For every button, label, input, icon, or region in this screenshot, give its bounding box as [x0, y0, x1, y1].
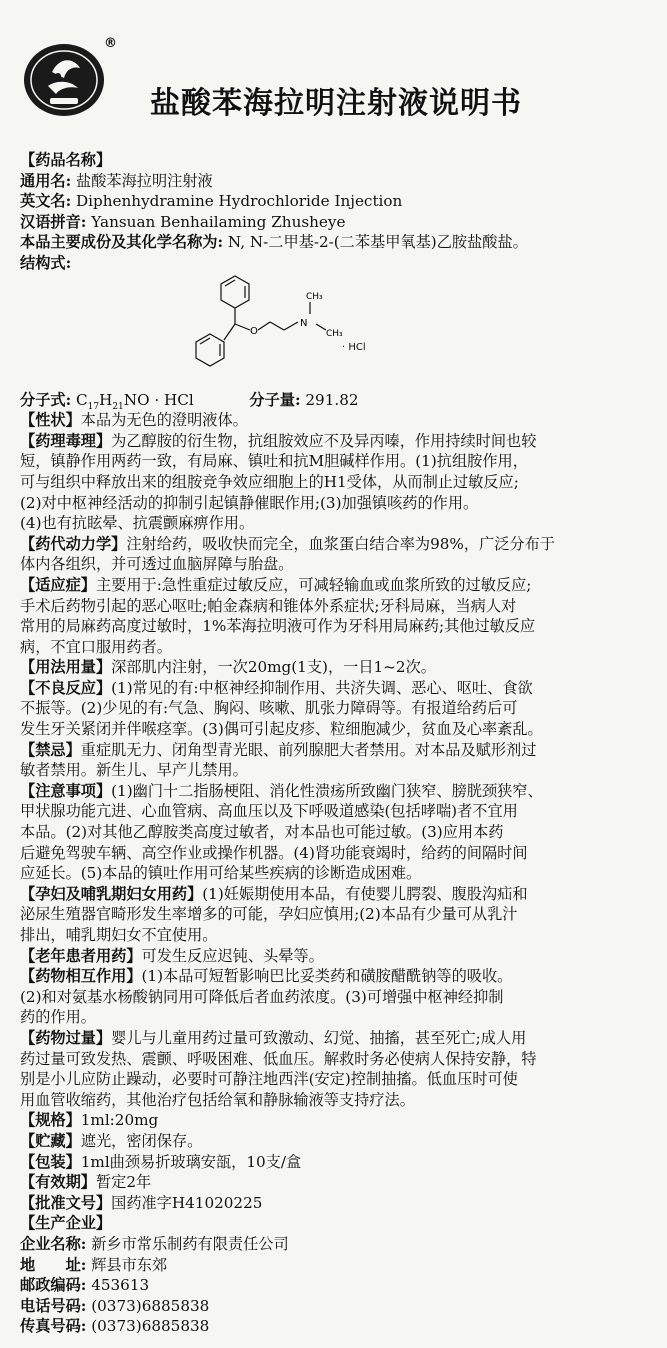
section-indications	[20, 575, 652, 596]
section-heading-pharmacology: 【药理毒理】	[20, 431, 112, 450]
pharmacokinetics-line-2: 体内各组织，并可透过血脑屏障与胎盘。	[20, 555, 294, 574]
pharmacology-text-1: 为乙醇胺的衍生物，抗组胺效应不及异丙嗪，作用持续时间也较	[111, 431, 537, 450]
ingredient-row	[20, 232, 652, 253]
structure-hcl: · HCl	[342, 341, 366, 353]
section-approval	[20, 1193, 652, 1214]
manufacturer-zip-row	[20, 1275, 652, 1296]
adverse-reactions-line-3: 发生牙关紧闭并伴喉痉挛。(3)偶可引起皮疹、粒细胞减少，贫血及心率紊乱。	[20, 720, 543, 739]
page-title: 盐酸苯海拉明注射液说明书	[150, 86, 522, 121]
section-specification	[20, 1110, 652, 1131]
section-validity	[20, 1172, 652, 1193]
company-logo-icon	[22, 42, 106, 118]
structural-formula	[20, 274, 652, 390]
precautions-line-5: 应延长。(5)本品的镇吐作用可给某些疾病的诊断造成困难。	[20, 864, 422, 883]
indications-text-1: 主要用于:急性重症过敏反应，可减轻输血或血浆所致的过敏反应;	[95, 575, 532, 594]
adverse-reactions-text-1: (1)常见的有:中枢神经抑制作用、共济失调、恶心、呕吐、食欲	[111, 678, 533, 697]
section-heading-approval: 【批准文号】	[20, 1193, 112, 1212]
ingredient-label: 本品主要成份及其化学名称为:	[20, 233, 224, 252]
section-heading-contraindications: 【禁忌】	[20, 740, 81, 759]
section-pharmacokinetics	[20, 534, 652, 555]
section-pharmacology	[20, 431, 652, 452]
indications-line-2: 手术后药物引起的恶心呕吐;帕金森病和锥体外系症状;牙科局麻，当病人对	[20, 596, 517, 615]
indications-line-4: 病，不宜口服用药者。	[20, 637, 172, 656]
interactions-text-1: (1)本品可短暂影响巴比妥类药和磺胺醋酰钠等的吸收。	[141, 967, 513, 986]
pharmacology-line-2: 短，镇静作用两药一致，有局麻、镇吐和抗M胆碱样作用。(1)抗组胺作用，	[20, 452, 528, 471]
overdose-line-3: 别是小儿应防止躁动，必要时可静注地西泮(安定)控制抽搐。低血压时可使	[20, 1070, 518, 1089]
manufacturer-fax-label: 传真号码:	[20, 1317, 87, 1336]
section-heading-manufacturer: 【生产企业】	[20, 1214, 112, 1233]
pregnancy-line-3: 排出，哺乳期妇女不宜使用。	[20, 926, 218, 944]
approval-text: 国药准字H41020225	[111, 1193, 263, 1212]
manufacturer-tel-row	[20, 1296, 652, 1317]
manufacturer-address-row	[20, 1255, 652, 1276]
pharmacokinetics-text-1: 注射给药，吸收快而完全，血浆蛋白结合率为98%，广泛分布于	[126, 534, 555, 553]
section-heading-drug-name: 【药品名称】	[20, 151, 112, 169]
manufacturer-tel-value: (0373)6885838	[91, 1296, 210, 1315]
svg-text:N: N	[300, 317, 308, 329]
section-heading-specification: 【规格】	[20, 1111, 81, 1130]
structure-label: 结构式:	[20, 253, 72, 272]
section-package	[20, 1152, 652, 1173]
section-heading-overdose: 【药物过量】	[20, 1028, 112, 1047]
formula-h: H	[99, 390, 113, 409]
ingredient-value: N, N-二甲基-2-(二苯基甲氧基)乙胺盐酸盐。	[227, 233, 528, 252]
package-text: 1ml曲颈易折玻璃安瓿，10支/盒	[80, 1152, 302, 1171]
svg-text:CH₃: CH₃	[306, 291, 323, 302]
english-name-label: 英文名:	[20, 192, 72, 211]
registered-mark: ®	[104, 36, 117, 51]
interactions-line-3: 药的作用。	[20, 1008, 96, 1027]
storage-text: 遮光，密闭保存。	[80, 1131, 203, 1150]
formula-label: 分子式:	[20, 390, 72, 409]
manufacturer-address-value: 辉县市东郊	[91, 1255, 168, 1274]
svg-text:CH₃: CH₃	[326, 328, 343, 339]
pregnancy-text-1: (1)妊娠期使用本品，有使婴儿腭裂、腹股沟疝和	[202, 884, 528, 903]
pinyin-label: 汉语拼音:	[20, 212, 87, 231]
precautions-line-2: 甲状腺功能亢进、心血管病、高血压以及下呼吸道感染(包括哮喘)者不宜用	[20, 802, 518, 821]
section-heading-dosage: 【用法用量】	[20, 658, 112, 677]
section-heading-pharmacokinetics: 【药代动力学】	[20, 534, 127, 553]
precautions-line-3: 本品。(2)对其他乙醇胺类高度过敏者，对本品也可能过敏。(3)应用本药	[20, 823, 504, 842]
pharmacology-line-5: (4)也有抗眩晕、抗震颤麻痹作用。	[20, 514, 255, 533]
manufacturer-tel-label: 电话号码:	[20, 1296, 87, 1315]
section-heading-adverse-reactions: 【不良反应】	[20, 678, 112, 697]
manufacturer-address-label: 地 址:	[20, 1255, 87, 1274]
formula-rest: NO · HCl	[123, 390, 194, 409]
generic-name-value: 盐酸苯海拉明注射液	[76, 171, 213, 190]
formula-row	[20, 390, 652, 411]
section-overdose	[20, 1028, 652, 1049]
section-elderly	[20, 946, 652, 967]
formula-c: C	[76, 390, 88, 409]
section-storage	[20, 1131, 652, 1152]
pinyin-value: Yansuan Benhailaming Zhusheye	[91, 212, 346, 231]
manufacturer-fax-row	[20, 1316, 652, 1337]
pharmacology-line-3: 可与组织中释放出来的组胺竞争效应细胞上的H1受体，从而制止过敏反应;	[20, 472, 519, 491]
precautions-text-1: (1)幽门十二指肠梗阻、消化性溃疡所致幽门狭窄、膀胱颈狭窄、	[111, 781, 543, 800]
formula-c-count: 17	[87, 401, 100, 412]
indications-line-3: 常用的局麻药高度过敏时，1%苯海拉明液可作为牙科用局麻药;其他过敏反应	[20, 617, 536, 636]
english-name-value: Diphenhydramine Hydrochloride Injection	[76, 192, 403, 211]
generic-name-row	[20, 171, 652, 192]
section-heading-validity: 【有效期】	[20, 1173, 96, 1192]
section-contraindications	[20, 740, 652, 761]
section-precautions	[20, 781, 652, 802]
validity-text: 暂定2年	[95, 1173, 152, 1192]
section-heading-indications: 【适应症】	[20, 575, 96, 594]
section-interactions	[20, 966, 652, 987]
pinyin-row	[20, 212, 652, 233]
precautions-line-4: 后避免驾驶车辆、高空作业或操作机器。(4)肾功能衰竭时，给药的间隔时间	[20, 843, 528, 862]
interactions-line-2: (2)和对氨基水杨酸钠同用可降低后者血药浓度。(3)可增强中枢神经抑制	[20, 987, 504, 1006]
manufacturer-block	[20, 1234, 652, 1337]
contraindications-text-1: 重症肌无力、闭角型青光眼、前列腺肥大者禁用。对本品及赋形剂过	[80, 740, 537, 759]
specification-text: 1ml:20mg	[80, 1111, 159, 1130]
pregnancy-line-2: 泌尿生殖器官畸形发生率增多的可能，孕妇应慎用;(2)本品有少量可从乳汁	[20, 905, 518, 924]
dosage-text: 深部肌内注射，一次20mg(1支)，一日1~2次。	[111, 658, 436, 677]
pharmacology-line-4: (2)对中枢神经活动的抑制引起镇静催眠作用;(3)加强镇咳药的作用。	[20, 493, 479, 512]
generic-name-label: 通用名:	[20, 171, 72, 190]
section-heading-precautions: 【注意事项】	[20, 781, 112, 800]
english-name-row	[20, 191, 652, 212]
manufacturer-zip-value: 453613	[91, 1276, 150, 1295]
manufacturer-fax-value: (0373)6885838	[91, 1317, 210, 1336]
overdose-line-2: 药过量可致发热、震颤、呼吸困难、低血压。解救时务必使病人保持安静，特	[20, 1049, 537, 1068]
appearance-text: 本品为无色的澄明液体。	[80, 411, 248, 430]
section-adverse-reactions	[20, 678, 652, 699]
section-heading-package: 【包装】	[20, 1152, 81, 1171]
svg-text:O: O	[250, 325, 258, 337]
adverse-reactions-line-2: 不振等。(2)少见的有:气急、胸闷、咳嗽、肌张力障碍等。有报道给药后可	[20, 699, 518, 718]
manufacturer-name-label: 企业名称:	[20, 1234, 87, 1253]
elderly-text: 可发生反应迟钝、头晕等。	[141, 946, 324, 965]
manufacturer-zip-label: 邮政编码:	[20, 1276, 87, 1295]
manufacturer-name-value: 新乡市常乐制药有限责任公司	[91, 1234, 289, 1253]
section-heading-pregnancy: 【孕妇及哺乳期妇女用药】	[20, 884, 203, 903]
molecular-weight-value: 291.82	[305, 390, 359, 409]
section-dosage	[20, 657, 652, 678]
overdose-line-4: 用血管收缩药，其他治疗包括给氧和静脉输液等支持疗法。	[20, 1090, 415, 1109]
leaflet-body	[20, 150, 652, 1337]
section-heading-interactions: 【药物相互作用】	[20, 967, 142, 986]
structural-formula-drawing	[170, 274, 410, 386]
section-heading-elderly: 【老年患者用药】	[20, 946, 142, 965]
formula-h-count: 21	[112, 401, 124, 412]
section-appearance	[20, 410, 652, 431]
section-heading-appearance: 【性状】	[20, 411, 81, 430]
molecular-weight-label: 分子量:	[249, 390, 301, 409]
contraindications-line-2: 敏者禁用。新生儿、早产儿禁用。	[20, 761, 248, 780]
section-pregnancy	[20, 884, 652, 905]
manufacturer-name-row	[20, 1234, 652, 1255]
overdose-text-1: 婴儿与儿童用药过量可致激动、幻觉、抽搐，甚至死亡;成人用	[111, 1028, 527, 1047]
section-heading-storage: 【贮藏】	[20, 1131, 81, 1150]
